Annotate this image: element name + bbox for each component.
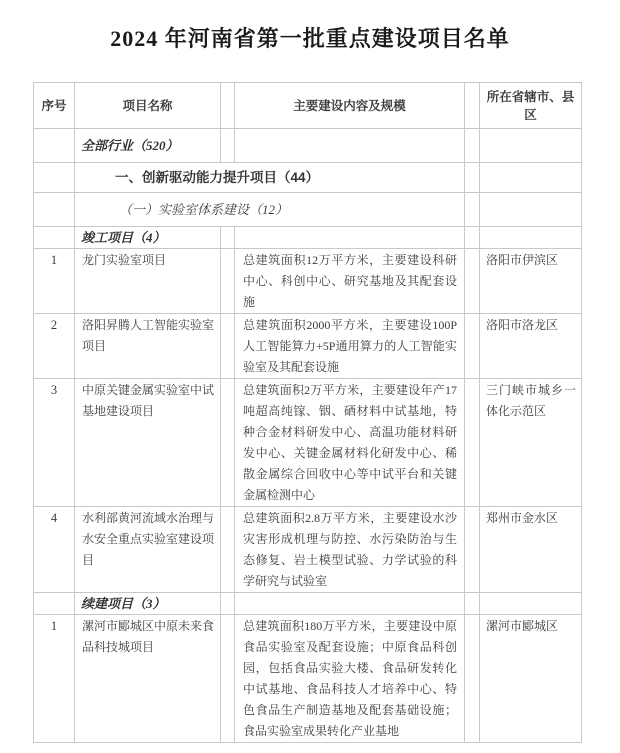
empty-cell [480, 163, 582, 193]
header-cell-no: 序号 [34, 83, 75, 129]
gap-cell [465, 593, 480, 615]
section-label-cell: 竣工项目（4） [75, 227, 221, 249]
table-row [34, 227, 582, 249]
table-row [34, 593, 582, 615]
table-header [34, 83, 582, 129]
project-location-cell: 三门峡市城乡一体化示范区 [480, 379, 582, 507]
header-cell-location: 所在省辖市、县区 [480, 83, 582, 129]
row-number-cell: 3 [34, 379, 75, 507]
gap-cell [465, 615, 480, 743]
gap-cell [221, 379, 235, 507]
project-content-cell: 总建筑面积12万平方米，主要建设科研中心、科创中心、研究基地及其配套设施 [235, 249, 465, 314]
empty-cell [480, 593, 582, 615]
project-location-cell: 漯河市郾城区 [480, 615, 582, 743]
table-row [34, 615, 582, 743]
table-row [34, 249, 582, 314]
gap-cell [221, 507, 235, 593]
project-name-cell: 龙门实验室项目 [75, 249, 221, 314]
project-name-cell: 中原关键金属实验室中试基地建设项目 [75, 379, 221, 507]
gap-cell [465, 507, 480, 593]
project-location-cell: 洛阳市伊滨区 [480, 249, 582, 314]
section-label-cell: 续建项目（3） [75, 593, 221, 615]
gap-cell [465, 379, 480, 507]
project-location-cell: 郑州市金水区 [480, 507, 582, 593]
gap-cell [221, 129, 235, 163]
row-number-cell [34, 227, 75, 249]
row-number-cell: 2 [34, 314, 75, 379]
gap-cell [465, 314, 480, 379]
row-number-cell [34, 163, 75, 193]
section-subtitle-cell: （一）实验室体系建设（12） [75, 193, 465, 227]
project-content-cell: 总建筑面积180万平方米，主要建设中原食品实验室及配套设施；中原食品科创园，包括食品实验大楼、食品研发转化中试基地、食品科技人才培养中心、特色食品生产制造基地及配套基础设施；食品实验室成果转化产业基地 [235, 615, 465, 743]
table-row [34, 314, 582, 379]
row-number-cell: 4 [34, 507, 75, 593]
section-title-cell: 一、创新驱动能力提升项目（44） [75, 163, 465, 193]
header-cell-content: 主要建设内容及规模 [235, 83, 465, 129]
header-gap-cell [221, 83, 235, 129]
table-row [34, 379, 582, 507]
table-row [34, 129, 582, 163]
project-name-cell: 洛阳昇腾人工智能实验室项目 [75, 314, 221, 379]
header-cell-project-name: 项目名称 [75, 83, 221, 129]
gap-cell [221, 249, 235, 314]
gap-cell [465, 193, 480, 227]
empty-cell [235, 593, 465, 615]
project-name-cell: 漯河市郾城区中原未来食品科技城项目 [75, 615, 221, 743]
empty-cell [235, 227, 465, 249]
header-row [34, 83, 582, 129]
gap-cell [221, 314, 235, 379]
header-gap-cell [465, 83, 480, 129]
projects-table [33, 82, 582, 743]
gap-cell [465, 249, 480, 314]
row-number-cell [34, 193, 75, 227]
gap-cell [465, 227, 480, 249]
section-label-cell: 全部行业（520） [75, 129, 221, 163]
row-number-cell [34, 129, 75, 163]
row-number-cell [34, 593, 75, 615]
table-row [34, 507, 582, 593]
gap-cell [465, 129, 480, 163]
empty-cell [480, 193, 582, 227]
empty-cell [235, 129, 465, 163]
gap-cell [221, 593, 235, 615]
project-content-cell: 总建筑面积2万平方米，主要建设年产17吨超高纯镓、铟、硒材料中试基地，特种合金材料研发中心、高温功能材料研发中心、关键金属材料化研发中心、稀散金属综合回收中心等中试平台和关键金属检测中心 [235, 379, 465, 507]
empty-cell [480, 129, 582, 163]
empty-cell [480, 227, 582, 249]
row-number-cell: 1 [34, 615, 75, 743]
project-name-cell: 水利部黄河流域水治理与水安全重点实验室建设项目 [75, 507, 221, 593]
table-body [34, 129, 582, 743]
gap-cell [221, 227, 235, 249]
project-location-cell: 洛阳市洛龙区 [480, 314, 582, 379]
gap-cell [221, 615, 235, 743]
project-content-cell: 总建筑面积2.8万平方米，主要建设水沙灾害形成机理与防控、水污染防治与生态修复、岩土模型试验、力学试验的科学研究与试验室 [235, 507, 465, 593]
table-row [34, 163, 582, 193]
project-content-cell: 总建筑面积2000平方米，主要建设100P人工智能算力+5P通用算力的人工智能实验室及其配套设施 [235, 314, 465, 379]
row-number-cell: 1 [34, 249, 75, 314]
gap-cell [465, 163, 480, 193]
page-title: 2024 年河南省第一批重点建设项目名单 [110, 26, 510, 51]
table-row [34, 193, 582, 227]
